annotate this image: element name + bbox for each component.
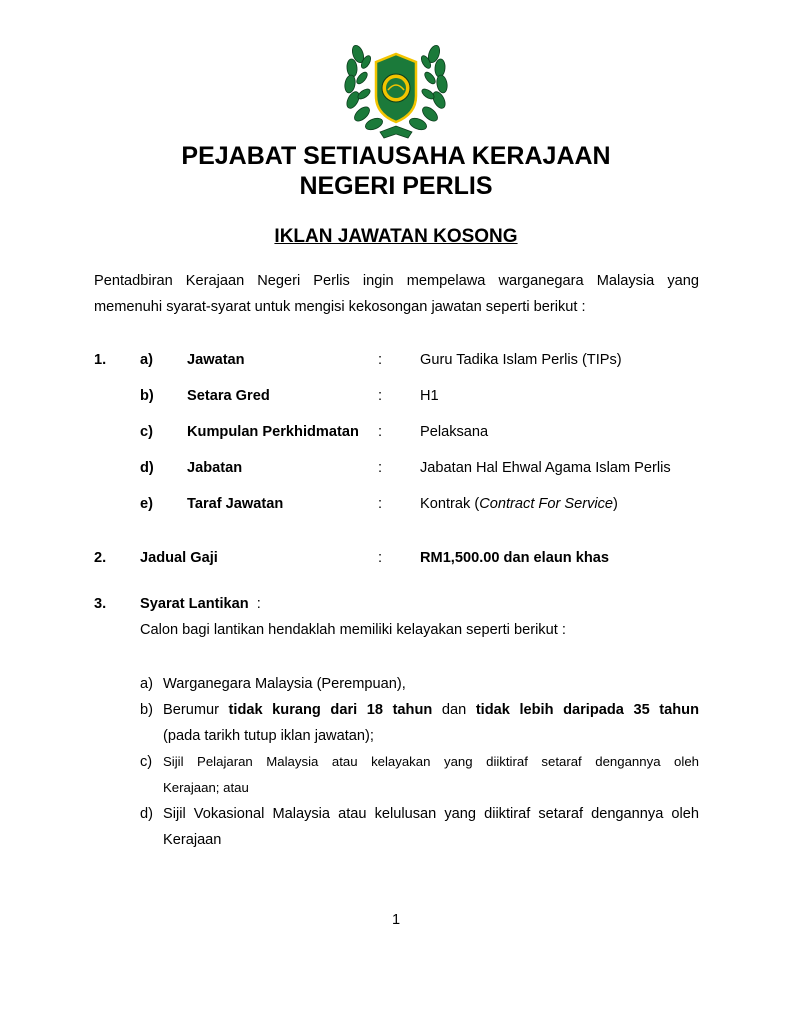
row-value: Pelaksana bbox=[420, 424, 489, 440]
section-1-row-e bbox=[0, 494, 792, 514]
section-1-row-d bbox=[0, 458, 792, 478]
page-number: 1 bbox=[391, 912, 401, 928]
intro-paragraph: Pentadbiran Kerajaan Negeri Perlis ingin mempelawa warganegara Malaysia yang memenuhi syarat-syarat untuk mengisi kekosongan jawatan seperti berikut : bbox=[94, 273, 699, 315]
text: dan bbox=[432, 702, 476, 718]
row-letter: c) bbox=[140, 424, 153, 440]
requirements-subtitle: Calon bagi lantikan hendaklah memiliki kelayakan seperti berikut : bbox=[140, 622, 566, 638]
list-item-c-line2: Kerajaan; atau bbox=[163, 780, 249, 795]
row-value: Guru Tadika Islam Perlis (TIPs) bbox=[420, 352, 622, 368]
row-colon: : bbox=[378, 496, 383, 512]
row-letter: a) bbox=[140, 352, 153, 368]
row-value: Jabatan Hal Ehwal Agama Islam Perlis bbox=[420, 460, 671, 476]
page-title-line2: NEGERI PERLIS bbox=[299, 172, 493, 200]
section-2-row bbox=[0, 548, 792, 568]
section-3-number: 3. bbox=[94, 596, 107, 612]
section-2-number: 2. bbox=[94, 550, 107, 566]
section-1-row-c bbox=[0, 422, 792, 442]
value-text: Kontrak ( bbox=[420, 496, 480, 512]
page-title-line1: PEJABAT SETIAUSAHA KERAJAAN bbox=[181, 142, 611, 170]
requirements-colon: : bbox=[256, 596, 261, 612]
list-item-b-line1 bbox=[163, 697, 699, 723]
row-value bbox=[420, 494, 618, 514]
bold-text: tidak lebih daripada 35 tahun bbox=[475, 702, 700, 718]
row-value: H1 bbox=[420, 388, 439, 404]
row-label: Setara Gred bbox=[187, 388, 270, 404]
value-close: ) bbox=[613, 496, 618, 512]
row-letter: d) bbox=[140, 460, 154, 476]
row-colon: : bbox=[378, 424, 383, 440]
document-heading: IKLAN JAWATAN KOSONG bbox=[274, 226, 518, 247]
text: Berumur bbox=[163, 702, 229, 718]
value-italic: Contract For Service bbox=[479, 496, 614, 512]
requirements-label bbox=[140, 594, 261, 614]
list-item-letter-d: d) bbox=[140, 806, 153, 822]
row-label: Kumpulan Perkhidmatan bbox=[187, 424, 359, 440]
row-label: Taraf Jawatan bbox=[187, 496, 284, 512]
row-colon: : bbox=[378, 352, 383, 368]
row-label: Jawatan bbox=[187, 352, 245, 368]
row-label: Jabatan bbox=[187, 460, 243, 476]
row-letter: b) bbox=[140, 388, 154, 404]
salary-label: Jadual Gaji bbox=[140, 550, 218, 566]
list-item-b-line2: (pada tarikh tutup iklan jawatan); bbox=[163, 728, 374, 744]
list-item-d-line1: Sijil Vokasional Malaysia atau kelulusan yang diiktiraf setaraf dengannya oleh bbox=[163, 806, 699, 822]
row-letter: e) bbox=[140, 496, 153, 512]
section-3-row bbox=[0, 594, 792, 614]
list-item-letter-a: a) bbox=[140, 676, 153, 692]
list-item-c-line1: Sijil Pelajaran Malaysia atau kelayakan yang diiktiraf setaraf dengannya oleh bbox=[163, 754, 699, 769]
section-1-row-a bbox=[0, 350, 792, 370]
list-item-letter-c: c) bbox=[140, 754, 153, 770]
list-item-letter-b: b) bbox=[140, 702, 153, 718]
section-1-row-b bbox=[0, 386, 792, 406]
list-item-a: Warganegara Malaysia (Perempuan), bbox=[163, 676, 406, 692]
perlis-state-crest-icon bbox=[340, 40, 452, 140]
requirements-title: Syarat Lantikan bbox=[140, 596, 249, 612]
row-colon: : bbox=[378, 460, 383, 476]
list-item-d-line2: Kerajaan bbox=[163, 832, 222, 848]
row-colon: : bbox=[378, 550, 383, 566]
bold-text: tidak kurang dari 18 tahun bbox=[228, 702, 433, 718]
row-colon: : bbox=[378, 388, 383, 404]
salary-value: RM1,500.00 dan elaun khas bbox=[420, 550, 609, 566]
section-1-number: 1. bbox=[94, 352, 107, 368]
